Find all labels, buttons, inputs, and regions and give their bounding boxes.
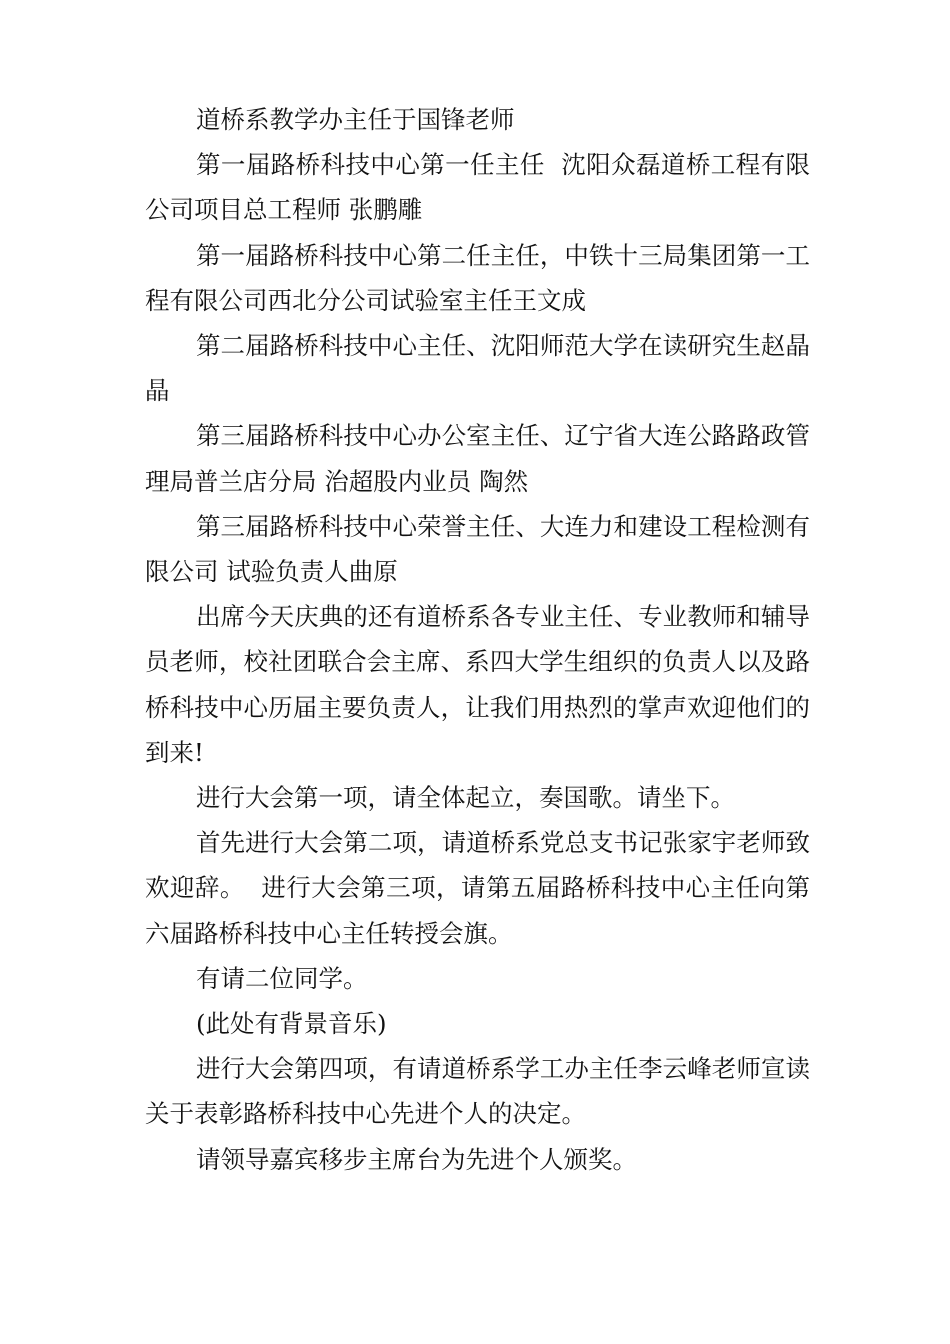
paragraph-first-term-first-director: 第一届路桥科技中心第一任主任 沈阳众磊道桥工程有限公司项目总工程师 张鹏雕 bbox=[145, 150, 810, 225]
paragraph-teaching-office-director: 道桥系教学办主任于国锋老师 bbox=[196, 105, 515, 134]
paragraph-third-term-honorary-director: 第三届路桥科技中心荣誉主任、大连力和建设工程检测有限公司 试验负责人曲原 bbox=[145, 511, 810, 587]
paragraph-third-term-office-director: 第三届路桥科技中心办公室主任、辽宁省大连公路路政管理局普兰店分局 治超股内业员 陶然 bbox=[145, 421, 810, 496]
paragraph-award-ceremony: 请领导嘉宾移步主席台为先进个人颁奖。 bbox=[196, 1144, 637, 1174]
paragraph-agenda-item-four: 进行大会第四项，有请道桥系学工办主任李云峰老师宣读关于表彰路桥科技中心先进个人的决定。 bbox=[145, 1054, 810, 1129]
paragraph-agenda-item-one: 进行大会第一项，请全体起立，奏国歌。请坐下。 bbox=[196, 783, 735, 813]
paragraph-background-music-note: (此处有背景音乐) bbox=[196, 1009, 387, 1039]
document-page bbox=[145, 97, 810, 1182]
paragraph-first-term-second-director: 第一届路桥科技中心第二任主任，中铁十三局集团第一工程有限公司西北分公司试验室主任王文成 bbox=[145, 240, 810, 315]
paragraph-attendees-welcome: 出席今天庆典的还有道桥系各专业主任、专业教师和辅导员老师，校社团联合会主席、系四大学生组织的负责人以及路桥科技中心历届主要负责人，让我们用热烈的掌声欢迎他们的到来! bbox=[145, 602, 810, 767]
paragraph-invite-students: 有请二位同学。 bbox=[196, 963, 368, 993]
paragraph-second-term-director: 第二届路桥科技中心主任、沈阳师范大学在读研究生赵晶晶 bbox=[145, 331, 810, 406]
paragraph-agenda-items-two-three: 首先进行大会第二项，请道桥系党总支书记张家宇老师致欢迎辞。 进行大会第三项，请第五届路桥科技中心主任向第六届路桥科技中心主任转授会旗。 bbox=[145, 828, 810, 948]
